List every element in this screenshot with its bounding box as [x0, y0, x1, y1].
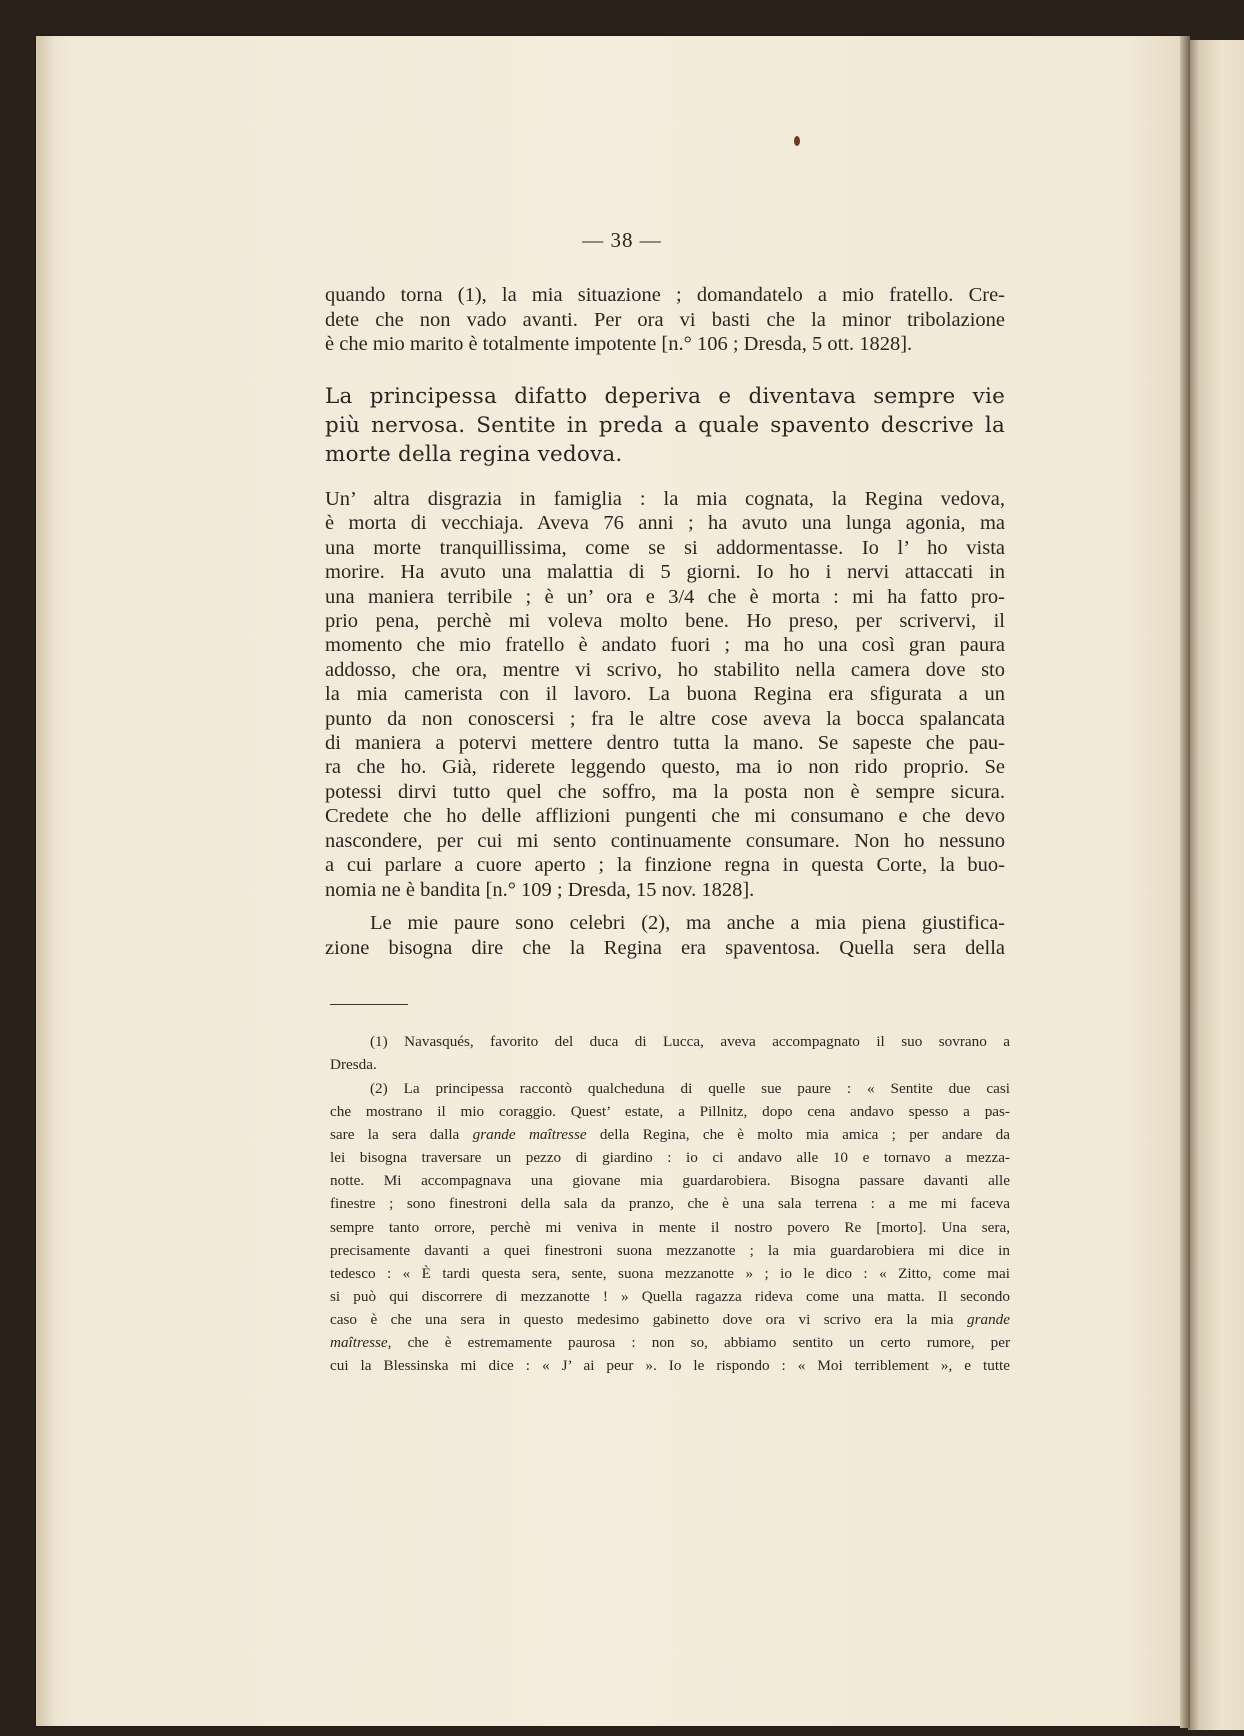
footnote-line: cui la Blessinska mi dice : « J’ ai peur ». Io le rispondo : « Moi terriblement », e tutte — [330, 1357, 1010, 1375]
footnote-line: Dresda. — [330, 1056, 377, 1074]
footnote-line: precisamente davanti a quei finestroni suona mezzanotte ; la mia guardarobiera mi dice in — [330, 1241, 1010, 1259]
footnote-text: sare la sera dalla — [330, 1126, 473, 1144]
footnote-separator — [330, 1004, 408, 1005]
footnote-text: della Regina, che è molto mia amica ; per andare da — [586, 1126, 1010, 1144]
footnote-line — [330, 1123, 1010, 1146]
text-line: nomia ne è bandita [n.° 109 ; Dresda, 15 nov. 1828]. — [325, 878, 755, 901]
footnote-line: finestre ; sono finestroni della sala da pranzo, che è una sala terrena : a me mi faceva — [330, 1195, 1010, 1213]
letter-excerpt-2 — [325, 487, 1005, 902]
footnote-line: si può qui discorrere di mezzanotte ! » Quella ragazza rideva come una matta. Il secondo — [330, 1287, 1010, 1305]
text-line: una maniera terribile ; è un’ ora e 3/4 che è morta : mi ha fatto pro- — [325, 585, 1005, 608]
italic-term: maîtresse, — [330, 1334, 392, 1352]
footnote-line — [330, 1308, 1010, 1331]
text-line: più nervosa. Sentite in preda a quale spavento descrive la — [325, 413, 1005, 438]
text-line: di maniera a potervi mettere dentro tutta la mano. Se sapeste che pau- — [325, 732, 1005, 755]
footnote-text: caso è che una sera in questo medesimo gabinetto dove ora vi scrivo era la mia — [330, 1310, 967, 1328]
footnote-1 — [330, 1030, 1010, 1076]
text-line: zione bisogna dire che la Regina era spaventosa. Quella sera della — [325, 936, 1005, 959]
facing-page-edge — [1188, 40, 1244, 1730]
text-line: momento che mio fratello è andato fuori ; ma ho una così gran paura — [325, 634, 1005, 657]
page-number: — 38 — — [582, 228, 662, 252]
text-line: a cui parlare a cuore aperto ; la finzione regna in questa Corte, la buo- — [325, 854, 1005, 877]
text-line: una morte tranquillissima, come se si addormentasse. Io l’ ho vista — [325, 536, 1005, 559]
text-line: morire. Ha avuto una malattia di 5 giorni. Io ho i nervi attaccati in — [325, 561, 1005, 584]
footnote-line: lei bisogna traversare un pezzo di giardino : io ci andavo alle 10 e tornavo a mezza- — [330, 1149, 1010, 1167]
narrative-paragraph-1 — [325, 382, 1005, 469]
text-line: morte della regina vedova. — [325, 442, 623, 467]
text-line: La principessa difatto deperiva e diventava sempre vie — [325, 384, 1005, 409]
text-line: la mia camerista con il lavoro. La buona Regina era sfigurata a un — [325, 683, 1005, 706]
text-line: è morta di vecchiaja. Aveva 76 anni ; ha avuto una lunga agonia, ma — [325, 512, 1005, 535]
text-line: nascondere, per cui mi sento continuamente consumare. Non ho nessuno — [325, 829, 1005, 852]
ink-speck — [794, 136, 800, 146]
narrative-paragraph-2 — [325, 911, 1005, 960]
footnote-text: che è estremamente paurosa : non so, abbiamo sentito un certo rumore, per — [391, 1334, 1010, 1352]
text-line: Un’ altra disgrazia in famiglia : la mia cognata, la Regina vedova, — [325, 488, 1005, 510]
footnote-line: (1) Navasqués, favorito del duca di Lucca, aveva accompagnato il suo sovrano a — [370, 1033, 1010, 1050]
footnote-2 — [330, 1077, 1010, 1377]
footnote-line: notte. Mi accompagnava una giovane mia guardarobiera. Bisogna passare davanti alle — [330, 1172, 1010, 1190]
text-line: Le mie paure sono celebri (2), ma anche a mia piena giustifica- — [370, 912, 1005, 934]
text-line: Credete che ho delle afflizioni pungenti che mi consumano e che devo — [325, 805, 1005, 828]
text-line: quando torna (1), la mia situazione ; domandatelo a mio fratello. Cre- — [325, 284, 1005, 306]
footnote-line — [330, 1331, 1010, 1354]
text-line: potessi dirvi tutto quel che soffro, ma la posta non è sempre sicura. — [325, 780, 1005, 803]
text-line: è che mio marito è totalmente impotente [n.° 106 ; Dresda, 5 ott. 1828]. — [325, 333, 913, 355]
text-line: addosso, che ora, mentre vi scrivo, ho stabilito nella camera dove sto — [325, 658, 1005, 681]
letter-excerpt-1 — [325, 283, 1005, 357]
text-line: ra che ho. Già, riderete leggendo questo, ma io non rido proprio. Se — [325, 756, 1005, 779]
footnote-line: sempre tanto orrore, perchè mi veniva in mente il nostro povero Re [morto]. Una sera, — [330, 1218, 1010, 1236]
italic-term: grande maîtresse — [472, 1126, 587, 1144]
text-line: prio pena, perchè mi voleva molto bene. Ho preso, per scrivervi, il — [325, 610, 1005, 633]
italic-term: grande — [966, 1310, 1010, 1328]
text-line: punto da non conoscersi ; fra le altre cose aveva la bocca spalancata — [325, 707, 1005, 730]
footnote-line: tedesco : « È tardi questa sera, sente, suona mezzanotte » ; io le dico : « Zitto, come mai — [330, 1264, 1010, 1282]
footnote-line: che mostrano il mio coraggio. Quest’ estate, a Pillnitz, dopo cena andavo spesso a pas- — [330, 1103, 1010, 1121]
page-gutter — [1180, 36, 1190, 1728]
text-line: dete che non vado avanti. Per ora vi basti che la minor tribolazione — [325, 308, 1005, 331]
footnote-line: (2) La principessa raccontò qualcheduna di quelle sue paure : « Sentite due casi — [370, 1080, 1010, 1097]
